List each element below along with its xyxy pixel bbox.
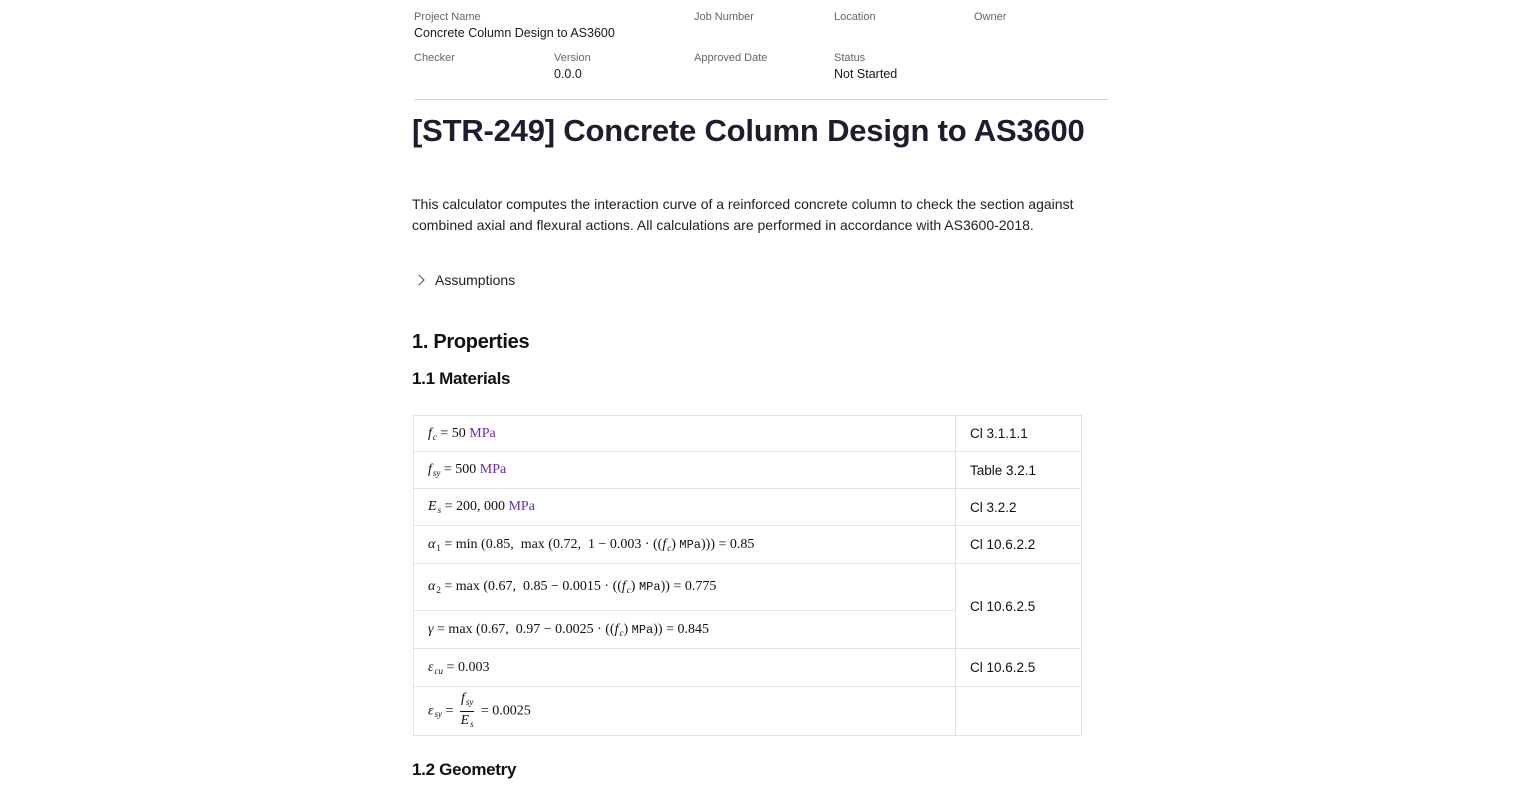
fsy-value: 500	[455, 462, 477, 477]
meta-project-name-value: Concrete Column Design to AS3600	[414, 26, 615, 40]
alpha2-result: 0.775	[684, 579, 717, 594]
es-value: 200, 000	[455, 499, 505, 514]
meta-version-label: Version	[554, 52, 591, 64]
clause-ref	[956, 687, 1082, 736]
meta-version-value: 0.0.0	[554, 67, 582, 81]
meta-version	[554, 52, 591, 82]
formula-ecu: $\varepsilon_{cu} = 0.003$	[414, 649, 956, 687]
esy-result: 0.0025	[492, 703, 531, 719]
fc-value: 50	[451, 425, 466, 441]
assumptions-toggle[interactable]	[412, 269, 515, 291]
meta-approved-date-label: Approved Date	[694, 52, 768, 64]
subsection-heading-geometry: 1.2 Geometry	[412, 760, 517, 779]
ecu-value: 0.003	[457, 659, 490, 675]
meta-job-number-label: Job Number	[694, 11, 754, 23]
meta-job-number	[694, 11, 754, 26]
formula-fc: $f_c = 50$ MPa	[414, 416, 956, 452]
meta-checker-label: Checker	[414, 52, 455, 64]
formula-gamma: γ = max (0.67, $0.97 - 0.0025 \cdot ((f_c) MPa)) = 0.845$	[414, 611, 956, 649]
formula-esy: $\varepsilon_{sy}$ = $\frac{f_{sy}}{E_s}$ = 0.0025	[414, 687, 956, 736]
meta-project-name	[414, 11, 615, 41]
table-row	[414, 564, 1082, 611]
formula-fsy: $f_{sy} = 500$ MPa	[414, 452, 956, 489]
chevron-right-icon	[413, 274, 424, 285]
alpha1-result: 0.85	[729, 536, 755, 552]
table-row	[414, 687, 1082, 736]
materials-table	[413, 415, 1082, 736]
meta-location	[834, 11, 876, 26]
clause-ref: Table 3.2.1	[956, 452, 1082, 489]
header-divider	[414, 99, 1108, 100]
table-row	[414, 526, 1082, 564]
clause-ref: Cl 3.1.1.1	[956, 416, 1082, 452]
meta-location-label: Location	[834, 11, 876, 23]
formula-alpha2: $\alpha_2 = \max (0.67$, $0.85 - 0.0015 \cdot ((f_c) MPa)) = 0.775$	[414, 564, 956, 611]
table-row	[414, 452, 1082, 489]
meta-status-value: Not Started	[834, 67, 898, 81]
clause-ref: Cl 10.6.2.5	[956, 649, 1082, 687]
section-heading-properties: 1. Properties	[412, 331, 530, 353]
fraction: $\frac{f_{sy}}{E_s}$	[460, 690, 474, 729]
page-title: [STR-249] Concrete Column Design to AS3600	[412, 113, 1085, 148]
formula-alpha1: $\alpha_1 = \min (0.85$, max (0.72, $1 - 0.003 \cdot ((f_c) MPa))) = 0.85$	[414, 526, 956, 564]
unit-mpa: MPa	[469, 425, 496, 441]
meta-status	[834, 52, 897, 82]
table-row	[414, 649, 1082, 687]
gamma-result: 0.845	[677, 621, 709, 637]
meta-project-name-label: Project Name	[414, 11, 481, 23]
table-row	[414, 416, 1082, 452]
unit-mpa: MPa	[479, 462, 507, 477]
clause-ref: Cl 3.2.2	[956, 489, 1082, 526]
table-row	[414, 489, 1082, 526]
clause-ref: Cl 10.6.2.5	[956, 564, 1082, 649]
clause-ref: Cl 10.6.2.2	[956, 526, 1082, 564]
meta-owner	[974, 11, 1006, 26]
assumptions-label: Assumptions	[435, 272, 516, 288]
meta-checker	[414, 52, 455, 67]
page-description: This calculator computes the interaction curve of a reinforced concrete column to check the section against combined axial and flexural actions. All calculations are performed in accordance with AS3600-2018.	[412, 196, 1074, 233]
meta-approved-date	[694, 52, 767, 67]
meta-owner-label: Owner	[974, 11, 1007, 23]
subsection-heading-materials: 1.1 Materials	[412, 369, 511, 388]
unit-mpa: MPa	[508, 499, 535, 514]
meta-status-label: Status	[834, 52, 866, 64]
formula-es: $E_s = 200$, 000 MPa	[414, 489, 956, 526]
